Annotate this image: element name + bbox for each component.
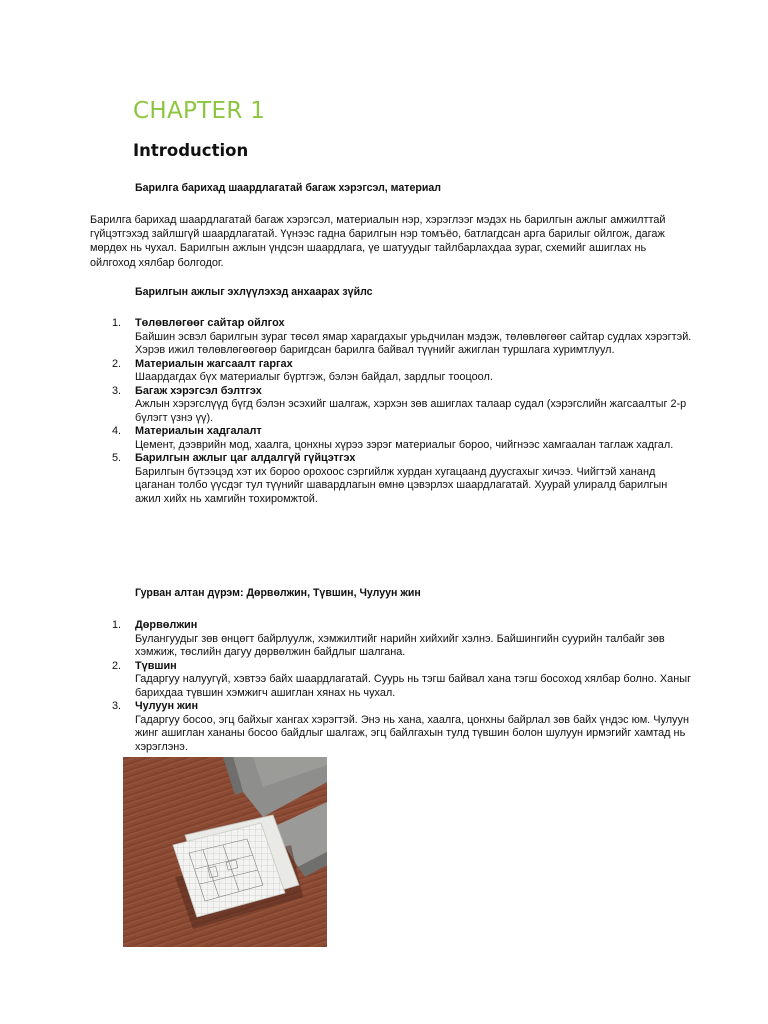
list-number: 5. — [112, 452, 122, 464]
list-item-desc: Ажлын хэрэгслүүд бүгд бэлэн эсэхийг шалгаж, хэрхэн зөв ашиглах талаар судал (хэрэгслийн жагсаалтыг 2-р бүлэгт үзнэ үү). — [135, 398, 687, 424]
golden-rules-list — [112, 619, 695, 754]
list-item — [112, 659, 695, 701]
list-number: 1. — [112, 619, 122, 631]
start-work-list — [112, 317, 695, 506]
list-item-title: Багаж хэрэгсэл бэлтгэх — [135, 384, 262, 397]
list-item-title: Чулуун жин — [135, 700, 199, 712]
list-item-title: Дөрвөлжин — [135, 619, 198, 631]
chapter-label: CHAPTER 1 — [133, 98, 266, 124]
list-item-desc: Гадаргуу босоо, эгц байхыг хангах хэрэгтэй. Энэ нь хана, хаалга, цонхны байрлал зөв байх үндэс юм. Чулуун жинг ашиглан хананы босоо байдлыг шалгаж, эгц байлгахын тулд түвшин болон шулуун ирмэгийг хамтад нь хэрэглэнэ. — [135, 713, 689, 753]
section-title-start-work: Барилгын ажлыг эхлүүлэхэд анхаарах зүйлс — [135, 286, 373, 298]
list-item-desc: Шаардагдах бүх материалыг бүртгэж, бэлэн байдал, зардлыг тооцоол. — [135, 371, 493, 383]
list-number: 2. — [112, 357, 122, 370]
list-item-desc: Гадаргуу налуугүй, хэвтээ байх шаардлагатай. Суурь нь тэгш байвал хана тэгш босоход хялбар болно. Ханыг барихдаа түвшин хэмжигч ашиглан хянах нь чухал. — [135, 673, 692, 699]
list-item — [112, 619, 695, 660]
list-item — [112, 700, 695, 754]
list-item — [112, 452, 695, 506]
list-number: 4. — [112, 425, 122, 437]
list-number: 3. — [112, 384, 122, 397]
list-item-title: Төлөвлөгөөг сайтар ойлгох — [135, 317, 285, 329]
list-item-title: Барилгын ажлыг цаг алдалгүй гүйцэтгэх — [135, 452, 356, 464]
list-item — [112, 384, 695, 426]
list-item-desc: Цемент, дээврийн мод, хаалга, цонхны хүрээ зэрэг материалыг бороо, чийгнээс хамгаалан таглаж хадгал. — [135, 438, 674, 451]
list-item — [112, 357, 695, 385]
section-title-golden-rules: Гурван алтан дүрэм: Дөрвөлжин, Түвшин, Чулуун жин — [135, 587, 421, 599]
list-item-desc: Байшин эсвэл барилгын зураг төсөл ямар харагдахыг урьдчилан мэдэж, төлөвлөгөөг сайтар судлах хэрэгтэй. Хэрэв ижил төлөвлөгөөгөөр баригдсан барилга байвал түүнийг ажиглан туршлага хуримтлуул. — [135, 330, 692, 356]
list-item-desc: Булангуудыг зөв өнцөгт байрлуулж, хэмжилтийг нарийн хийхийг хэлнэ. Байшингийн суурийн талбайг зөв хэмжиж, төслийн дагуу дөрвөлжин байдлыг шалгана. — [135, 632, 665, 658]
list-number: 3. — [112, 700, 122, 712]
list-item — [112, 425, 695, 452]
list-item-title: Материалын жагсаалт гаргах — [135, 357, 293, 370]
intro-paragraph: Барилга барихад шаардлагатай багаж хэрэгсэл, материалын нэр, хэрэглээг мэдэх нь барилгын ажлыг амжилттай гүйцэтгэхэд зайлшгүй шаардлагатай. Үүнээс гадна барилгын нэр томъёо, батлагдсан арга барилыг ойлгож, дагаж мөрдөх нь чухал. Барилгын ажлын үндсэн шаардлага, үе шатуудыг тайлбарлахдаа зураг, схемийг ашиглах нь ойлгоход хялбар болгодог. — [90, 214, 666, 269]
list-number: 1. — [112, 317, 122, 329]
blueprint-photo — [123, 757, 327, 947]
list-item-title: Түвшин — [135, 659, 177, 672]
page-title: Introduction — [133, 141, 249, 160]
section-title-materials: Барилга барихад шаардлагатай багаж хэрэгсэл, материал — [135, 182, 441, 194]
list-item-desc: Барилгын бүтээцэд хэт их бороо орохоос сэргийлж хурдан хугацаанд дуусгахыг хичээ. Чийгтэй хананд цаганан толбо үүсдэг тул түүнийг шавардлагын өмнө цэвэрлэх шаардлагатай. Хуурай улиралд барилгын ажил хийх нь хамгийн тохиромжтой. — [135, 465, 668, 505]
list-item — [112, 317, 695, 358]
list-item-title: Материалын хадгалалт — [135, 425, 262, 437]
list-number: 2. — [112, 659, 122, 672]
